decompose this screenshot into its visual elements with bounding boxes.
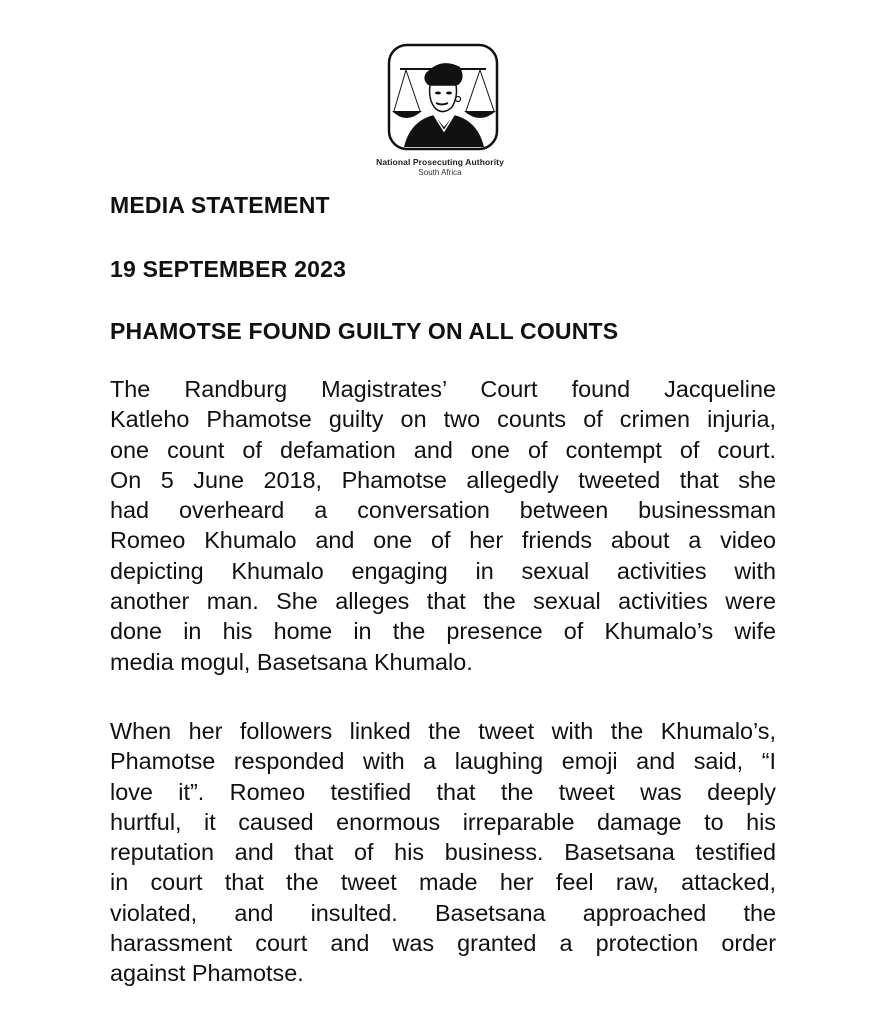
document-type-heading: MEDIA STATEMENT (110, 192, 330, 218)
paragraph-line: hurtful, it caused enormous irreparable damage to his (110, 808, 776, 835)
paragraph-line: reputation and that of his business. Basetsana testified (110, 839, 776, 866)
paragraph-line: media mogul, Basetsana Khumalo. (110, 648, 473, 675)
paragraph-line: done in his home in the presence of Khumalo’s wife (110, 618, 776, 645)
paragraph-line: against Phamotse. (110, 960, 304, 987)
paragraph-line: harassment court and was granted a protection order (110, 930, 776, 957)
paragraph-line: Phamotse responded with a laughing emoji and said, “I (110, 748, 776, 775)
paragraph-1 (110, 374, 776, 677)
paragraph-line: love it”. Romeo testified that the tweet was deeply (110, 778, 776, 805)
paragraph-line: violated, and insulted. Basetsana approached the (110, 899, 776, 926)
paragraph-line: Katleho Phamotse guilty on two counts of crimen injuria, (110, 406, 776, 433)
paragraph-line: On 5 June 2018, Phamotse allegedly tweeted that she (110, 466, 776, 493)
organization-country: South Africa (418, 168, 462, 177)
logo-caption (340, 157, 540, 177)
paragraph-line: had overheard a conversation between businessman (110, 497, 776, 524)
organization-name: National Prosecuting Authority (376, 157, 504, 167)
paragraph-2 (110, 716, 776, 989)
npa-logo (386, 43, 500, 151)
paragraph-line: Romeo Khumalo and one of her friends about a video (110, 527, 776, 554)
paragraph-line: another man. She alleges that the sexual activities were (110, 588, 776, 615)
paragraph-line: in court that the tweet made her feel raw, attacked, (110, 869, 776, 896)
paragraph-line: When her followers linked the tweet with the Khumalo’s, (110, 718, 776, 744)
statement-title: PHAMOTSE FOUND GUILTY ON ALL COUNTS (110, 318, 619, 344)
paragraph-line: The Randburg Magistrates’ Court found Jacqueline (110, 376, 776, 402)
lady-justice-scales-icon (386, 43, 500, 151)
paragraph-line: one count of defamation and one of contempt of court. (110, 436, 776, 463)
date-heading: 19 SEPTEMBER 2023 (110, 256, 347, 282)
paragraph-line: depicting Khumalo engaging in sexual activities with (110, 557, 776, 584)
